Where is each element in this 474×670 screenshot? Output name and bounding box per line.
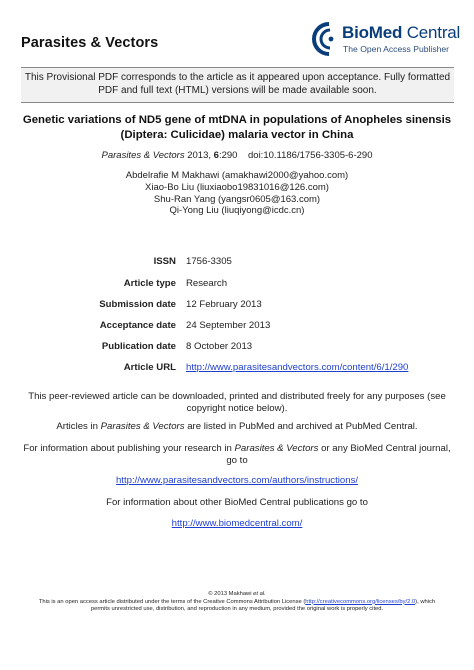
- metadata-row-acceptance-date: [0, 320, 474, 334]
- indexing-statement: [22, 421, 452, 433]
- biomed-central-link[interactable]: http://www.biomedcentral.com/: [171, 518, 303, 529]
- notice-line-2: PDF and full text (HTML) versions will be made available soon.: [98, 84, 377, 96]
- copyright-line: [10, 591, 464, 599]
- license-link[interactable]: http://creativecommons.org/licenses/by/2.0: [305, 598, 416, 605]
- publishing-journal: Parasites & Vectors: [234, 443, 319, 454]
- reuse-line-1: This peer-reviewed article can be downloaded, printed and distributed freely for any purposes (see: [28, 391, 446, 402]
- metadata-row-article-type: [0, 278, 474, 292]
- logo-wordmark: [342, 23, 460, 43]
- biomed-central-logo-icon: [309, 21, 339, 57]
- license-line-2: permits unrestricted use, distribution, and reproduction in any medium, provided the original work is properly cited.: [90, 606, 384, 613]
- logo-tagline: The Open Access Publisher: [343, 44, 450, 54]
- reuse-statement: [22, 391, 452, 415]
- logo-brand-bold: BioMed: [342, 23, 403, 42]
- publishing-info-statement: [22, 443, 452, 467]
- copyright-footer: [10, 591, 464, 614]
- author-4: Qi-Yong Liu (liuqiyong@icdc.cn): [169, 205, 305, 217]
- indexing-text-pre: Articles in: [56, 421, 101, 432]
- metadata-row-issn: [0, 256, 474, 270]
- license-text-post: ), which: [415, 598, 436, 605]
- citation-line: [0, 150, 474, 161]
- publishing-line-1: [22, 443, 452, 455]
- citation-year: 2013,: [184, 150, 214, 161]
- metadata-value: 12 February 2013: [186, 299, 262, 310]
- metadata-row-submission-date: [0, 299, 474, 313]
- citation-journal: Parasites & Vectors: [101, 150, 185, 161]
- metadata-row-article-url: [0, 362, 474, 376]
- metadata-value: 1756-3305: [186, 256, 232, 267]
- copyright-text: © 2013 Makhawi: [208, 591, 254, 597]
- author-3: Shu-Ran Yang (yangsr0605@163.com): [153, 193, 321, 205]
- citation-doi: doi:10.1186/1756-3305-6-290: [248, 150, 373, 161]
- license-line-1: [10, 599, 464, 607]
- copyright-etal: et al.: [253, 591, 266, 597]
- publishing-text-pre: For information about publishing your research in: [23, 443, 235, 454]
- other-publications-statement: For information about other BioMed Central publications go to: [106, 497, 368, 508]
- metadata-value: 8 October 2013: [186, 341, 253, 352]
- indexing-journal: Parasites & Vectors: [100, 421, 185, 432]
- metadata-label: Article type: [123, 278, 176, 289]
- metadata-label: Acceptance date: [99, 320, 176, 331]
- provisional-notice-box: [21, 67, 454, 103]
- citation-page: :290: [218, 150, 238, 161]
- metadata-label: Submission date: [99, 299, 176, 310]
- publishing-text-post: or any BioMed Central journal,: [318, 443, 451, 454]
- article-title-line-1: Genetic variations of ND5 gene of mtDNA in populations of Anopheles sinensis: [22, 114, 452, 126]
- metadata-label: Publication date: [101, 341, 176, 352]
- metadata-row-publication-date: [0, 341, 474, 355]
- author-list: [0, 170, 474, 217]
- metadata-label: Article URL: [123, 362, 176, 373]
- article-title-line-2: (Diptera: Culicidae) malaria vector in China: [120, 129, 354, 141]
- article-url-link[interactable]: http://www.parasitesandvectors.com/content/6/1/290: [186, 362, 409, 373]
- license-text-pre: This is an open access article distributed under the terms of the Creative Commons Attribution License (: [38, 598, 306, 605]
- instructions-link-row: [22, 475, 452, 487]
- metadata-label: ISSN: [153, 256, 176, 267]
- author-2: Xiao-Bo Liu (liuxiaobo19831016@126.com): [145, 181, 329, 193]
- notice-line-1: This Provisional PDF corresponds to the article as it appeared upon acceptance. Fully formatted: [24, 72, 451, 83]
- author-1: Abdelrafie M Makhawi (amakhawi2000@yahoo.com): [125, 170, 349, 181]
- citation-volume: 6: [213, 150, 219, 161]
- indexing-text-post: are listed in PubMed and archived at PubMed Central.: [184, 421, 418, 432]
- instructions-link[interactable]: http://www.parasitesandvectors.com/authors/instructions/: [115, 475, 359, 486]
- biomed-link-row: [22, 518, 452, 530]
- metadata-value: 24 September 2013: [186, 320, 271, 331]
- reuse-line-2: copyright notice below).: [186, 402, 288, 414]
- logo-brand-light: Central: [402, 23, 461, 42]
- biomed-central-logo: [309, 21, 461, 57]
- publishing-line-2: go to: [226, 454, 248, 466]
- journal-name: Parasites & Vectors: [21, 35, 159, 51]
- metadata-value: Research: [186, 278, 228, 289]
